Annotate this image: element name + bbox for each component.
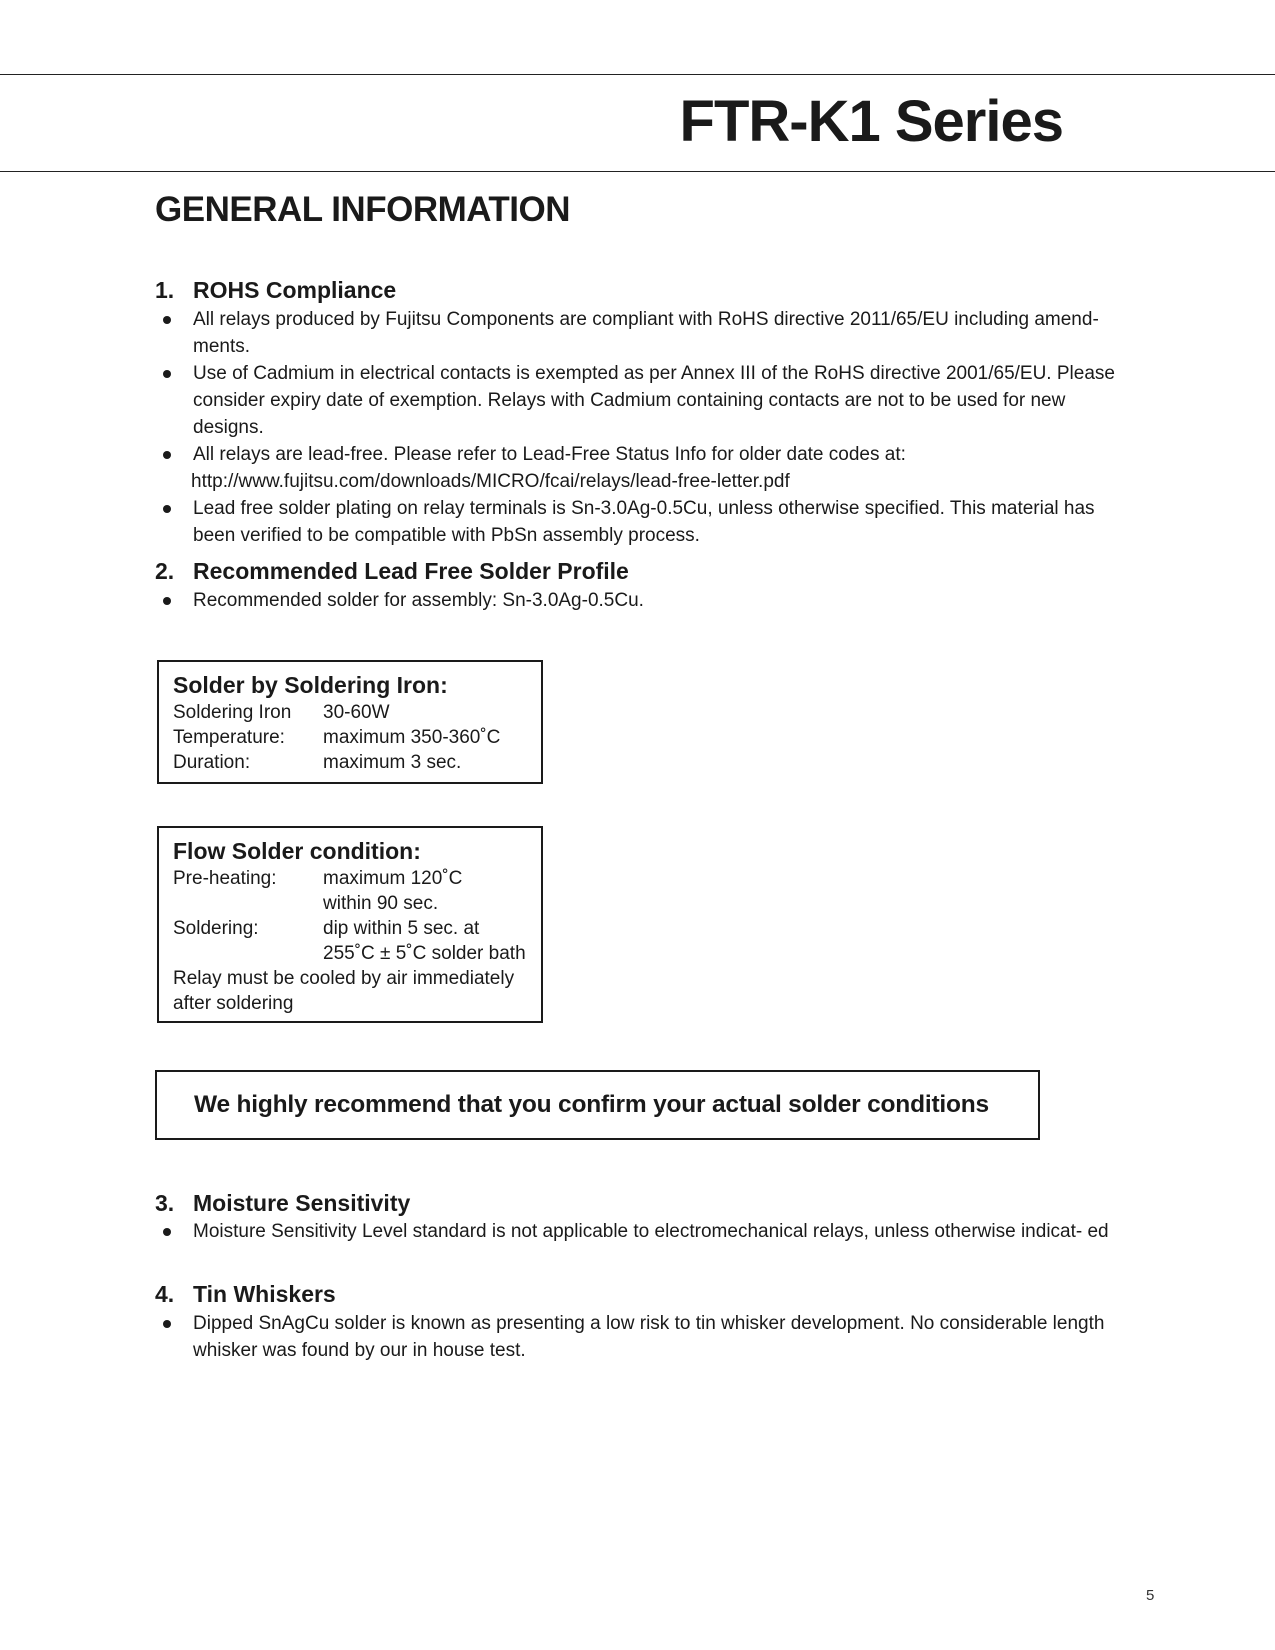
list-item (155, 1218, 1115, 1245)
row-value: within 90 sec. (323, 893, 439, 914)
box-title: Solder by Soldering Iron: (173, 672, 448, 698)
box-row (173, 700, 527, 725)
bullet-text: Lead free solder plating on relay terminals is Sn-3.0Ag-0.5Cu, unless otherwise specified. This material has been verified to be compatible with PbSn assembly process. (193, 498, 1095, 546)
page-number: 5 (1146, 1587, 1155, 1604)
moisture-bullet-list (155, 1218, 1115, 1245)
bullet-icon (163, 1320, 171, 1328)
list-item (155, 587, 1115, 614)
bullet-text: Dipped SnAgCu solder is known as presenting a low risk to tin whisker development. No considerable length whisker was found by our in house test. (193, 1313, 1105, 1361)
list-item (155, 441, 1115, 495)
recommendation-callout: We highly recommend that you confirm your actual solder conditions (155, 1070, 1040, 1140)
box-row (173, 916, 527, 941)
section-tin-whiskers-heading (155, 1281, 336, 1308)
cooling-note: Relay must be cooled by air immediately after soldering (173, 968, 515, 1014)
bullet-icon (163, 316, 171, 324)
solder-profile-bullet-list (155, 587, 1115, 614)
row-label: Soldering Iron (173, 702, 292, 723)
box-row (173, 725, 527, 750)
box-row (173, 866, 527, 891)
row-label (173, 941, 323, 966)
bullet-icon (163, 370, 171, 378)
top-rule (0, 74, 1275, 75)
row-label: Temperature: (173, 727, 285, 748)
section-title: Recommended Lead Free Solder Profile (193, 558, 629, 584)
section-number: 4. (155, 1281, 175, 1307)
section-number: 2. (155, 558, 175, 584)
row-value: dip within 5 sec. at (323, 918, 480, 939)
soldering-iron-box (157, 660, 543, 784)
bullet-text: Use of Cadmium in electrical contacts is exempted as per Annex III of the RoHS directive 2001/65/EU. Please consider expiry date of exemption. Relays with Cadmium containing contacts are not to be used for new designs. (193, 363, 1115, 438)
bullet-icon (163, 597, 171, 605)
row-value: maximum 350-360˚C (323, 727, 501, 748)
list-item (155, 1310, 1115, 1364)
box-row (173, 891, 527, 916)
tin-whiskers-bullet-list (155, 1310, 1115, 1364)
flow-solder-box (157, 826, 543, 1023)
bullet-text: All relays are lead-free. Please refer to Lead-Free Status Info for older date codes at: (193, 444, 906, 465)
box-row (173, 941, 527, 966)
section-title: ROHS Compliance (193, 277, 397, 303)
section-moisture-heading (155, 1190, 410, 1217)
row-value: maximum 120˚C (323, 868, 463, 889)
bullet-text: Recommended solder for assembly: Sn-3.0Ag-0.5Cu. (193, 590, 644, 611)
section-rohs-heading (155, 277, 396, 304)
bullet-icon (163, 1228, 171, 1236)
list-item (155, 495, 1115, 549)
row-label: Duration: (173, 752, 251, 773)
header-bottom-rule (0, 171, 1275, 172)
bullet-text: All relays produced by Fujitsu Components are compliant with RoHS directive 2011/65/EU including amend- ments. (193, 309, 1099, 357)
lead-free-letter-link[interactable]: http://www.fujitsu.com/downloads/MICRO/fcai/relays/lead-free-letter.pdf (191, 471, 790, 492)
section-number: 3. (155, 1190, 175, 1216)
row-label: Pre-heating: (173, 868, 277, 889)
bullet-icon (163, 451, 171, 459)
bullet-icon (163, 505, 171, 513)
box-row (173, 750, 527, 775)
section-number: 1. (155, 277, 175, 303)
list-item (155, 360, 1115, 441)
page-heading: GENERAL INFORMATION (155, 190, 571, 229)
bullet-text: Moisture Sensitivity Level standard is not applicable to electromechanical relays, unless otherwise indicat- ed (193, 1221, 1109, 1242)
rohs-bullet-list (155, 306, 1115, 549)
row-value: 30-60W (323, 702, 390, 723)
section-title: Tin Whiskers (193, 1281, 336, 1307)
row-label (173, 891, 323, 916)
section-solder-profile-heading (155, 558, 629, 585)
section-title: Moisture Sensitivity (193, 1190, 411, 1216)
series-title: FTR-K1 Series (679, 89, 1063, 154)
box-title: Flow Solder condition: (173, 838, 421, 864)
list-item (155, 306, 1115, 360)
row-value: maximum 3 sec. (323, 752, 462, 773)
row-label: Soldering: (173, 918, 259, 939)
row-value: 255˚C ± 5˚C solder bath (323, 943, 526, 964)
